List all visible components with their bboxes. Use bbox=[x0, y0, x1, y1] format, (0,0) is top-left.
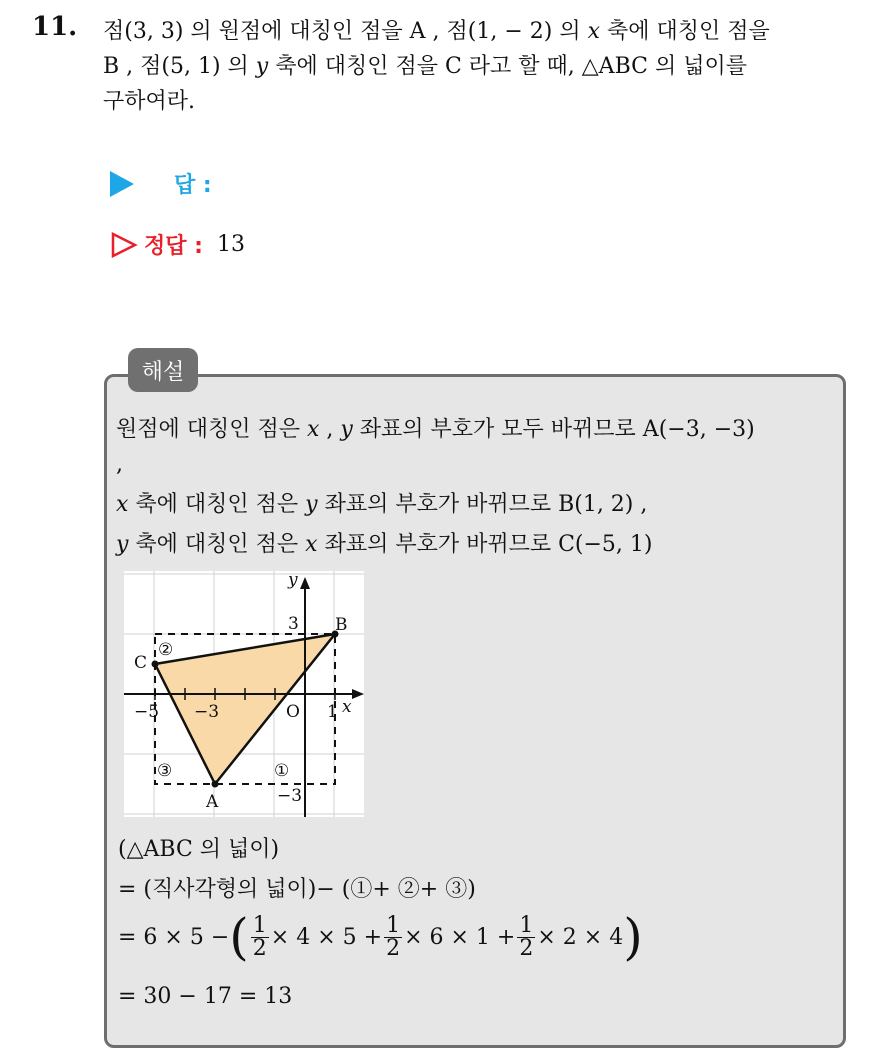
calc-line-1: (△ABC 의 넓이) bbox=[118, 837, 280, 862]
solution-row bbox=[110, 229, 245, 260]
question-line-3: 구하여라. bbox=[103, 89, 196, 114]
region-label-3: ③ bbox=[157, 761, 173, 781]
calc-term-a: × 4 × 5 + bbox=[270, 924, 383, 950]
coordinate-graph bbox=[124, 571, 364, 817]
question-number: 11. bbox=[32, 12, 78, 42]
label-c: C bbox=[134, 653, 148, 673]
calc-line-3 bbox=[118, 908, 643, 966]
fraction-half-1: $\frac{1}{2}$ bbox=[252, 912, 267, 961]
question-line-2: B , 점(5, 1) 의 𝑦 축에 대칭인 점을 C 라고 할 때, △ABC 의 넓이를 bbox=[103, 54, 747, 79]
solution-value: 13 bbox=[216, 232, 245, 257]
tick-label-y-neg3: −3 bbox=[277, 786, 303, 806]
explanation-tab: 해설 bbox=[128, 348, 198, 392]
point-c bbox=[152, 661, 159, 668]
calc-term-b: × 6 × 1 + bbox=[404, 924, 516, 950]
fraction-half-3: $\frac{1}{2}$ bbox=[519, 912, 534, 961]
y-axis-label: y bbox=[288, 571, 298, 590]
play-outline-icon bbox=[110, 232, 138, 258]
answer-row bbox=[110, 168, 212, 199]
tick-label-x-neg5: −5 bbox=[134, 702, 160, 722]
calc-line-2: = (직사각형의 넓이)− (①+ ②+ ③) bbox=[118, 877, 476, 902]
x-axis-label: x bbox=[342, 697, 352, 717]
region-label-2: ② bbox=[158, 640, 174, 660]
explanation-line-4: 𝑦 축에 대칭인 점은 𝑥 좌표의 부호가 바뀌므로 C(−5, 1) bbox=[116, 532, 653, 557]
origin-label: O bbox=[286, 702, 300, 722]
right-paren: ) bbox=[623, 908, 643, 966]
solution-label: 정답 : bbox=[144, 234, 203, 259]
tick-label-x-1: 1 bbox=[327, 702, 338, 722]
calc-line-4: = 30 − 17 = 13 bbox=[118, 984, 293, 1009]
question-text bbox=[103, 14, 863, 119]
label-a: A bbox=[206, 792, 219, 812]
question-line-1: 점(3, 3) 의 원점에 대칭인 점을 A , 점(1, − 2) 의 𝑥 축에 대칭인 점을 bbox=[103, 19, 770, 44]
point-a bbox=[212, 781, 219, 788]
calc-term-c: × 2 × 4 bbox=[537, 924, 624, 950]
explanation-line-3: 𝑥 축에 대칭인 점은 𝑦 좌표의 부호가 바뀌므로 B(1, 2) , bbox=[116, 492, 648, 517]
tick-label-y-3: 3 bbox=[288, 614, 299, 634]
left-paren: ( bbox=[229, 908, 249, 966]
play-filled-icon bbox=[110, 171, 134, 197]
region-label-1: ① bbox=[274, 761, 290, 781]
fraction-half-2: $\frac{1}{2}$ bbox=[386, 912, 401, 961]
answer-label: 답 : bbox=[174, 173, 212, 198]
label-b: B bbox=[335, 615, 348, 635]
calc-line-3-prefix: = 6 × 5 − bbox=[118, 924, 230, 950]
tick-label-x-neg3: −3 bbox=[194, 702, 220, 722]
explanation-line-1: 원점에 대칭인 점은 𝑥 , 𝑦 좌표의 부호가 모두 바뀌므로 A(−3, −3) bbox=[116, 417, 755, 442]
explanation-line-2: , bbox=[116, 452, 123, 477]
